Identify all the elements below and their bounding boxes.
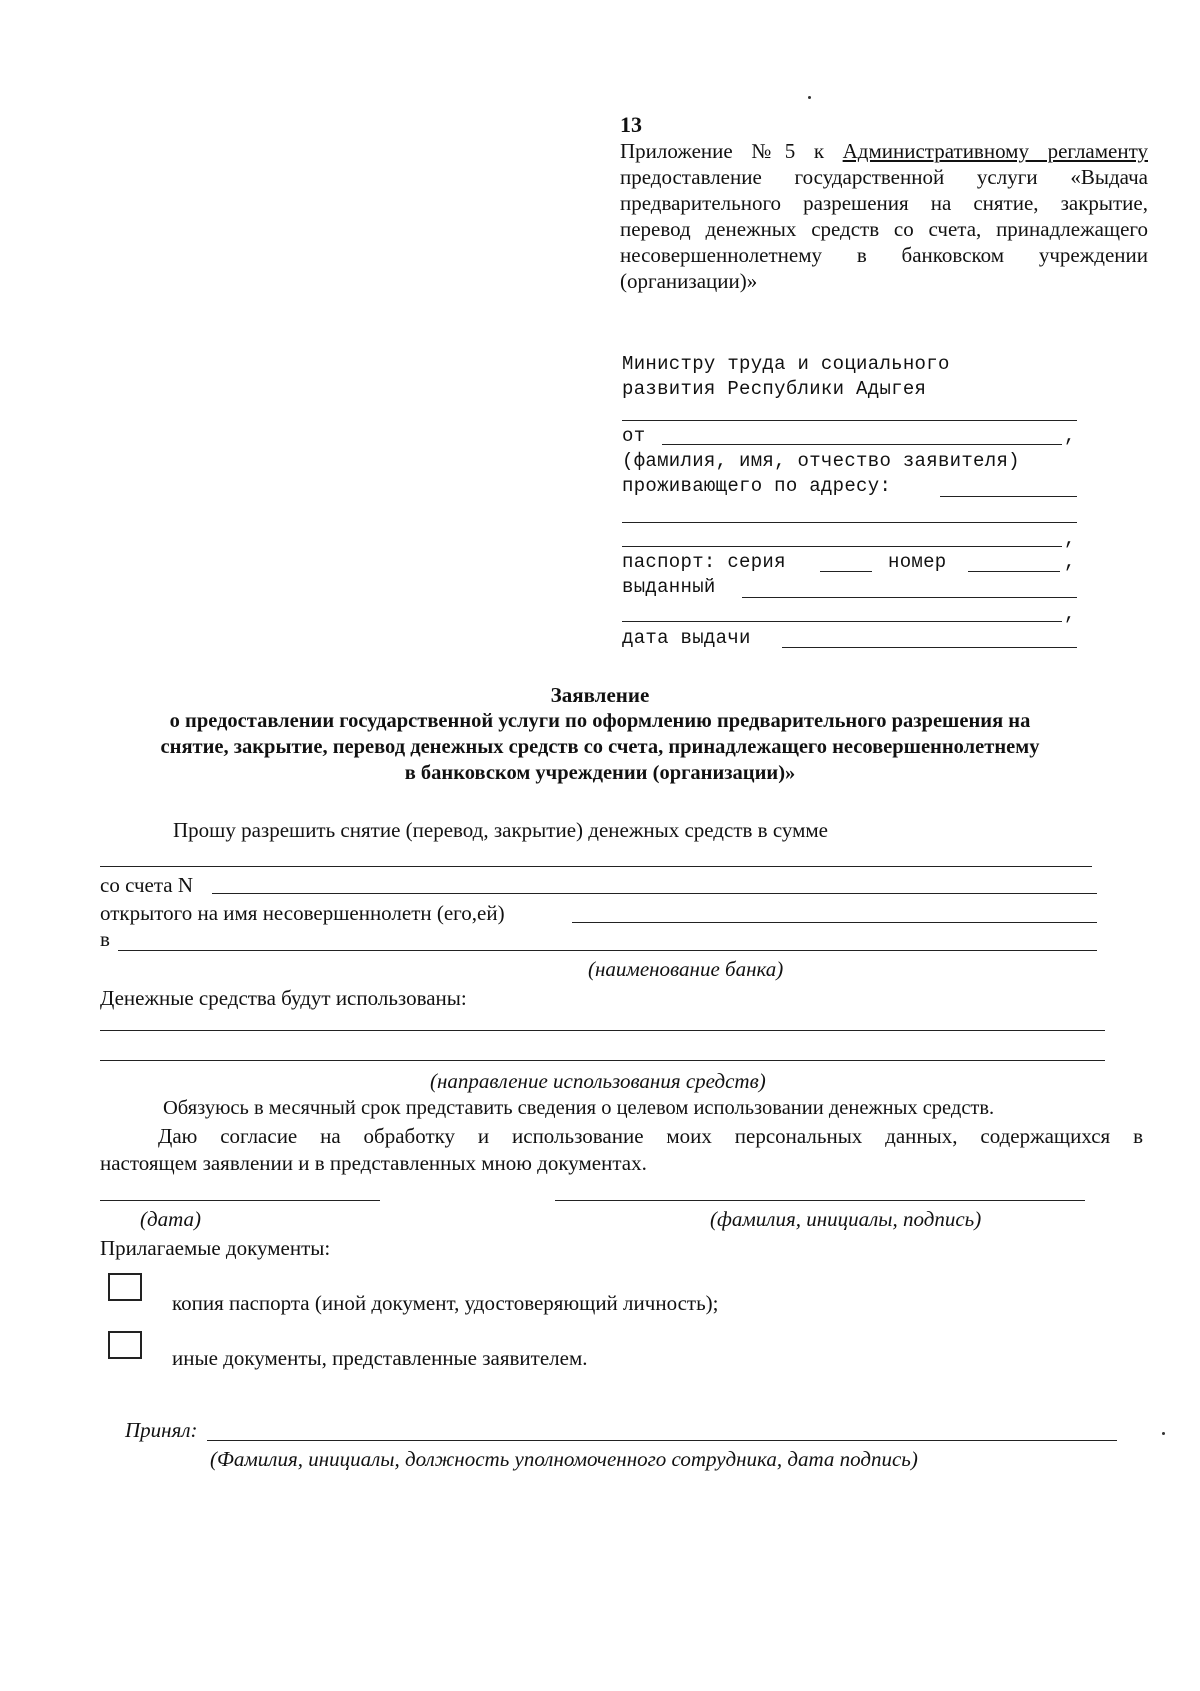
accepted-label: Принял:	[125, 1418, 198, 1442]
account-number-field[interactable]	[212, 893, 1097, 894]
passport-series-label: паспорт: серия	[622, 551, 786, 573]
signature-hint: (фамилия, инициалы, подпись)	[710, 1207, 982, 1231]
fio-hint: (фамилия, имя, отчество заявителя)	[622, 450, 1020, 472]
issue-date-label: дата выдачи	[622, 627, 751, 649]
scan-dot	[1162, 1432, 1165, 1435]
appendix-line: предварительного разрешения на снятие, закрытие,	[620, 191, 1148, 215]
obligation-text: Обязуюсь в месячный срок представить сведения о целевом использовании денежных средств.	[163, 1097, 995, 1119]
accepted-by-field[interactable]	[207, 1440, 1117, 1441]
addressee-line-1: Министру труда и социального	[622, 353, 950, 375]
amount-field[interactable]	[100, 866, 1092, 867]
usage-hint: (направление использования средств)	[430, 1069, 766, 1093]
minor-name-field[interactable]	[572, 922, 1097, 923]
addressee-line-2: развития Республики Адыгея	[622, 378, 927, 400]
attachment-passport-checkbox[interactable]	[108, 1273, 142, 1301]
address-field-1[interactable]	[940, 496, 1077, 497]
account-label: со счета N	[100, 873, 194, 897]
appendix-line: несовершеннолетнему в банковском учреждении	[620, 243, 1148, 267]
address-field-3[interactable]	[622, 546, 1062, 547]
regulation-link: Административному регламенту	[842, 139, 1148, 163]
comma: ,	[1064, 425, 1076, 447]
address-field-2[interactable]	[622, 522, 1077, 523]
statement-heading: Заявление	[550, 683, 650, 707]
attachment-passport-label: копия паспорта (иной документ, удостоверяющий личность);	[172, 1291, 719, 1315]
appendix-title-line	[620, 138, 1148, 164]
opened-for-label: открытого на имя несовершеннолетн (его,ей)	[100, 901, 505, 925]
request-text: Прошу разрешить снятие (перевод, закрытие) денежных средств в сумме	[173, 818, 828, 842]
bank-hint: (наименование банка)	[588, 957, 784, 981]
comma: ,	[1064, 603, 1076, 625]
usage-field-1[interactable]	[100, 1030, 1105, 1031]
usage-label: Денежные средства будут использованы:	[100, 986, 467, 1010]
attachment-other-label: иные документы, представленные заявителем.	[172, 1346, 588, 1370]
appendix-header	[620, 138, 1148, 294]
appendix-line: перевод денежных средств со счета, принадлежащего	[620, 217, 1148, 241]
passport-series-field[interactable]	[820, 571, 872, 572]
comma: ,	[1064, 551, 1076, 573]
attachments-label: Прилагаемые документы:	[100, 1236, 331, 1260]
appendix-prefix: Приложение №5 к	[620, 139, 843, 163]
applicant-name-field[interactable]	[662, 444, 1062, 445]
passport-number-label: номер	[888, 551, 947, 573]
bank-name-field[interactable]	[118, 950, 1097, 951]
usage-field-2[interactable]	[100, 1060, 1105, 1061]
from-label: от	[622, 425, 646, 447]
consent-line-2: настоящем заявлении и в представленных мною документах.	[100, 1151, 647, 1175]
comma: ,	[1064, 528, 1076, 550]
date-field[interactable]	[100, 1200, 380, 1201]
applicant-blank-line[interactable]	[622, 420, 1077, 421]
accepted-hint: (Фамилия, инициалы, должность уполномоченного сотрудника, дата подпись)	[210, 1447, 918, 1471]
issued-by-field-2[interactable]	[622, 621, 1062, 622]
issue-date-field[interactable]	[782, 647, 1077, 648]
statement-title-line-1: о предоставлении государственной услуги по оформлению предварительного разрешения на	[169, 710, 1031, 732]
statement-title-line-3: в банковском учреждении (организации)»	[404, 762, 796, 784]
residing-label: проживающего по адресу:	[622, 475, 892, 497]
attachment-other-checkbox[interactable]	[108, 1331, 142, 1359]
consent-line-1: Даю согласие на обработку и использование моих персональных данных, содержащихся в	[158, 1124, 1143, 1148]
statement-title-line-2: снятие, закрытие, перевод денежных средств со счета, принадлежащего несовершеннолетнему	[160, 736, 1040, 758]
scan-dot	[808, 96, 811, 99]
passport-number-field[interactable]	[968, 571, 1060, 572]
bank-in-label: в	[100, 927, 110, 951]
date-hint: (дата)	[140, 1207, 202, 1231]
issued-by-field[interactable]	[742, 597, 1077, 598]
page-number: 13	[620, 112, 642, 137]
signature-field[interactable]	[555, 1200, 1085, 1201]
appendix-line: (организации)»	[620, 269, 758, 293]
appendix-line: предоставление государственной услуги «Выдача	[620, 165, 1148, 189]
issued-label: выданный	[622, 576, 716, 598]
